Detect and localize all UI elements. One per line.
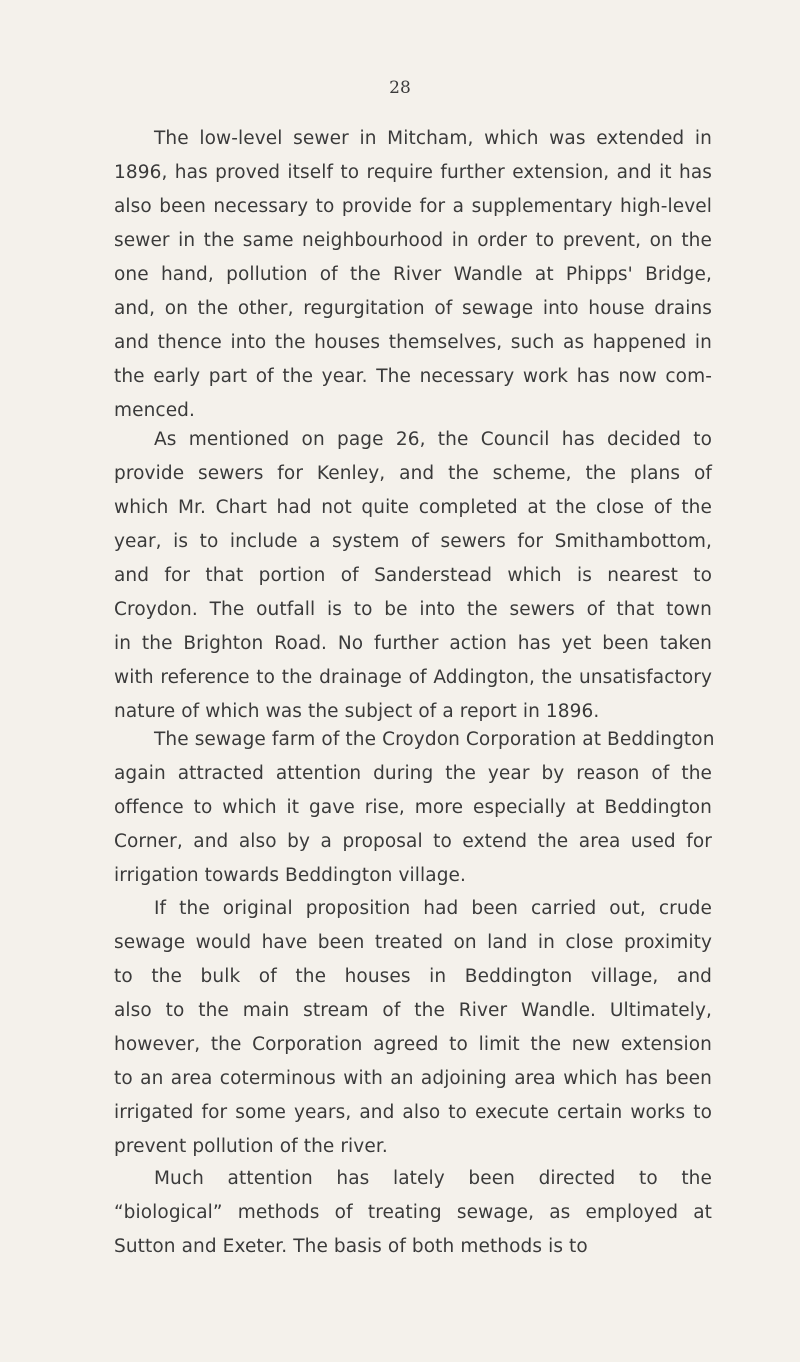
text-line: and, on the other, regurgitation of sewage into house drains [114, 298, 712, 319]
text-line: “biological” methods of treating sewage, as employed at [114, 1202, 712, 1223]
text-line: however, the Corporation agreed to limit the new extension [114, 1034, 712, 1055]
text-line: prevent pollution of the river. [114, 1136, 388, 1157]
paragraph-2 [114, 423, 712, 729]
text-line: year, is to include a system of sewers for Smithambottom, [114, 531, 712, 552]
text-line: If the original proposition had been carried out, crude [154, 898, 712, 919]
text-line: and thence into the houses themselves, such as happened in [114, 332, 712, 353]
page-number: 28 [389, 78, 411, 98]
text-line: the early part of the year. The necessary work has now com- [114, 366, 712, 387]
text-line: in the Brighton Road. No further action has yet been taken [114, 633, 712, 654]
text-line: to the bulk of the houses in Beddington village, and [114, 966, 712, 987]
text-line: irrigated for some years, and also to execute certain works to [114, 1102, 712, 1123]
text-line: irrigation towards Beddington village. [114, 865, 467, 886]
text-line: again attracted attention during the year by reason of the [114, 763, 712, 784]
text-line: which Mr. Chart had not quite completed at the close of the [114, 497, 712, 518]
text-line: menced. [114, 400, 196, 421]
paragraph-1 [114, 122, 712, 428]
text-line: The low-level sewer in Mitcham, which was extended in [154, 128, 712, 149]
text-line: with reference to the drainage of Addington, the unsatisfactory [114, 667, 712, 688]
text-line: Corner, and also by a proposal to extend the area used for [114, 831, 712, 852]
text-line: to an area coterminous with an adjoining area which has been [114, 1068, 712, 1089]
text-line: nature of which was the subject of a report in 1896. [114, 701, 600, 722]
text-line: As mentioned on page 26, the Council has decided to [154, 429, 712, 450]
text-line: Much attention has lately been directed to the [154, 1168, 712, 1189]
text-line: sewage would have been treated on land in close proximity [114, 932, 712, 953]
text-line: Sutton and Exeter. The basis of both methods is to [114, 1236, 588, 1257]
text-line: sewer in the same neighbourhood in order to prevent, on the [114, 230, 712, 251]
paragraph-5 [114, 1162, 712, 1264]
text-line: and for that portion of Sanderstead which is nearest to [114, 565, 712, 586]
text-line: The sewage farm of the Croydon Corporation at Beddington [154, 729, 715, 750]
text-line: 1896, has proved itself to require further extension, and it has [114, 162, 712, 183]
text-line: provide sewers for Kenley, and the scheme, the plans of [114, 463, 712, 484]
paragraph-3 [114, 723, 715, 893]
text-line: also been necessary to provide for a supplementary high-level [114, 196, 712, 217]
paragraph-4 [114, 892, 712, 1164]
text-line: also to the main stream of the River Wandle. Ultimately, [114, 1000, 712, 1021]
text-line: Croydon. The outfall is to be into the sewers of that town [114, 599, 712, 620]
text-line: offence to which it gave rise, more especially at Beddington [114, 797, 712, 818]
text-line: one hand, pollution of the River Wandle at Phipps' Bridge, [114, 264, 712, 285]
